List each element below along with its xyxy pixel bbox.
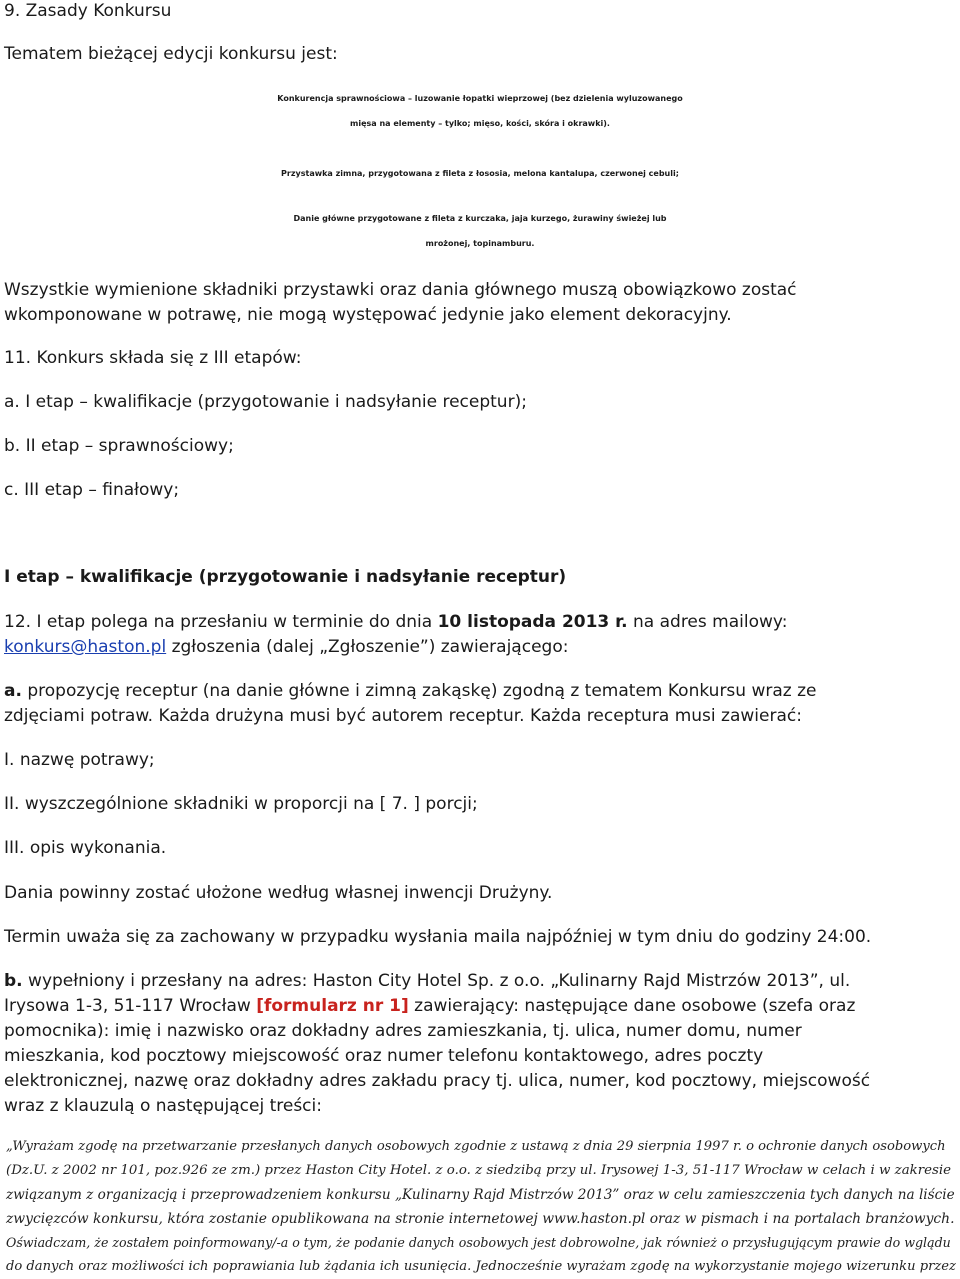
stage1-heading: I etap – kwalifikacje (przygotowanie i nadsyłanie receptur) xyxy=(4,567,567,587)
item-b-line-5: elektronicznej, nazwę oraz dokładny adres zakładu pracy tj. ulica, numer, kod pocztowy, miejscowość xyxy=(4,1071,871,1091)
item-b-text: zawierający: następujące dane osobowe (szefa oraz xyxy=(408,996,856,1016)
competition-line-2: mięsa na elementy – tylko; mięso, kości, skóra i okrawki). xyxy=(350,119,610,128)
consent-clause-line: „Wyrażam zgodę na przetwarzanie przesłanych danych osobowych zgodnie z ustawą z dnia 29 sierpnia 1997 r. o ochronie danych osobowych xyxy=(6,1139,946,1154)
p12-text: zgłoszenia (dalej „Zgłoszenie”) zawierającego: xyxy=(166,637,569,657)
ingredients-rule-line-2: wkomponowane w potrawę, nie mogą występować jedynie jako element dekoracyjny. xyxy=(4,305,732,325)
deadline-date: 10 listopada 2013 r. xyxy=(437,612,628,632)
ingredients-rule-line-1: Wszystkie wymienione składniki przystawki oraz dania głównego muszą obowiązkowo zostać xyxy=(4,280,797,300)
stages-intro: 11. Konkurs składa się z III etapów: xyxy=(4,348,302,368)
item-a-text: propozycję receptur (na danie główne i zimną zakąskę) zgodną z tematem Konkursu wraz ze xyxy=(21,681,817,701)
p12-text: na adres mailowy: xyxy=(627,612,788,632)
consent-clause-line: (Dz.U. z 2002 nr 101, poz.926 ze zm.) przez Haston City Hotel. z o.o. z siedzibą przy ul. Irysowej 1-3, 51-117 Wrocław w celach i w zakresie xyxy=(6,1163,952,1178)
consent-clause-line: do danych oraz możliwości ich poprawiania lub żądania ich usunięcia. Jednocześnie wyrażam zgodę na wykorzystanie mojego wizerunku przez xyxy=(6,1259,956,1274)
recipe-item: III. opis wykonania. xyxy=(4,838,167,858)
starter-description: Przystawka zimna, przygotowana z fileta z łososia, melona kantalupa, czerwonej cebuli; xyxy=(281,169,679,178)
theme-intro: Tematem bieżącej edycji konkursu jest: xyxy=(4,44,338,64)
item-a-line-2: zdjęciami potraw. Każda drużyna musi być autorem receptur. Każda receptura musi zawierać: xyxy=(4,706,802,726)
p12-text: 12. I etap polega na przesłaniu w terminie do dnia xyxy=(4,612,438,632)
item-letter: a. xyxy=(4,681,22,701)
stage-item: a. I etap – kwalifikacje (przygotowanie i nadsyłanie receptur); xyxy=(4,392,527,412)
paragraph-12-line-1 xyxy=(4,611,787,633)
recipe-item: I. nazwę potrawy; xyxy=(4,750,155,770)
item-b-line-1 xyxy=(4,970,850,992)
paragraph-12-line-2 xyxy=(4,636,568,658)
item-b-text: Irysowa 1-3, 51-117 Wrocław xyxy=(4,996,257,1016)
dishes-rule: Dania powinny zostać ułożone według własnej inwencji Drużyny. xyxy=(4,883,553,903)
main-course-line-1: Danie główne przygotowane z fileta z kurczaka, jaja kurzego, żurawiny świeżej lub xyxy=(293,214,667,223)
deadline-rule: Termin uważa się za zachowany w przypadku wysłania maila najpóźniej w tym dniu do godziny 24:00. xyxy=(4,927,872,947)
consent-clause-line: związanym z organizacją i przeprowadzeniem konkursu „Kulinarny Rajd Mistrzów 2013” oraz w celu zamieszczenia tych danych na liście xyxy=(6,1187,955,1203)
item-letter: b. xyxy=(4,971,23,991)
form-reference: [formularz nr 1] xyxy=(256,996,409,1016)
item-b-line-6: wraz z klauzulą o następującej treści: xyxy=(4,1096,322,1116)
main-course-line-2: mrożonej, topinamburu. xyxy=(425,239,535,248)
consent-clause-line: zwycięzców konkursu, która zostanie opublikowana na stronie internetowej www.haston.pl oraz w pismach i na portalach branżowych. xyxy=(6,1211,955,1227)
item-b-line-2 xyxy=(4,995,855,1017)
item-a-line-1 xyxy=(4,680,817,702)
item-b-text: wypełniony i przesłany na adres: Haston City Hotel Sp. z o.o. „Kulinarny Rajd Mistrzów 2013”, ul. xyxy=(22,971,851,991)
stage-item: c. III etap – finałowy; xyxy=(4,480,180,500)
stage-item: b. II etap – sprawnościowy; xyxy=(4,436,234,456)
competition-line-1: Konkurencja sprawnościowa – luzowanie łopatki wieprzowej (bez dzielenia wyluzowanego xyxy=(277,94,683,103)
item-b-line-4: mieszkania, kod pocztowy miejscowość oraz numer telefonu kontaktowego, adres poczty xyxy=(4,1046,764,1066)
email-link[interactable]: konkurs@haston.pl xyxy=(4,637,167,657)
section-heading: 9. Zasady Konkursu xyxy=(4,1,172,21)
item-b-line-3: pomocnika): imię i nazwisko oraz dokładny adres zamieszkania, tj. ulica, numer domu, numer xyxy=(4,1021,802,1041)
recipe-item: II. wyszczególnione składniki w proporcji na [ 7. ] porcji; xyxy=(4,794,478,814)
consent-clause-line: Oświadczam, że zostałem poinformowany/-a o tym, że podanie danych osobowych jest dobrowolne, jak również o przysługującym prawie do wglądu xyxy=(6,1235,951,1250)
